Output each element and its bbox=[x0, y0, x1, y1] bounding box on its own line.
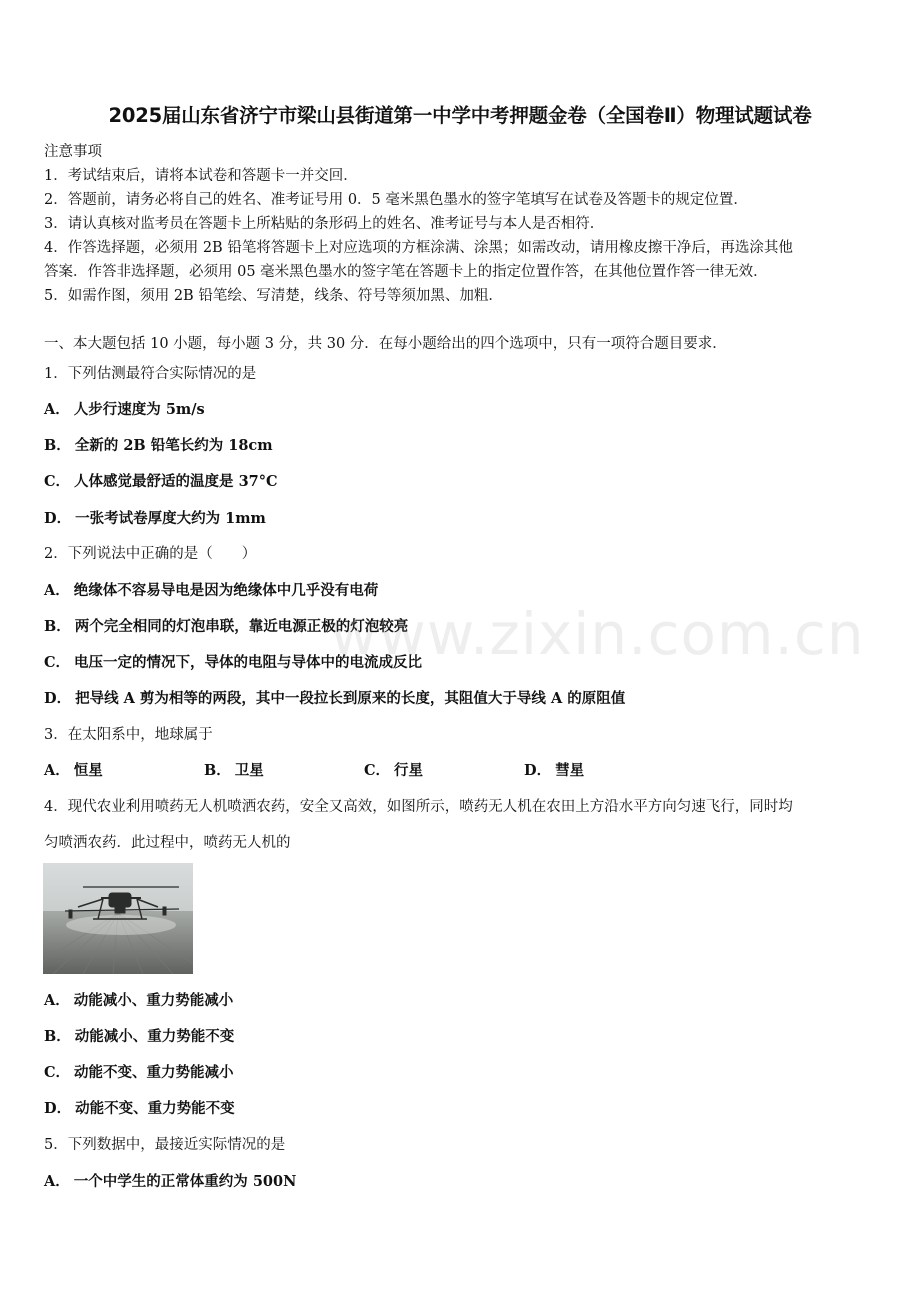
notice-item: 2．答题前，请务必将自己的姓名、准考证号用 0．5 毫米黑色墨水的签字笔填写在试卷及答题卡的规定位置． bbox=[44, 192, 748, 208]
notice-item: 5．如需作图，须用 2B 铅笔绘、写清楚，线条、符号等须加黑、加粗． bbox=[44, 288, 503, 304]
page-title: 2025届山东省济宁市梁山县街道第一中学中考押题金卷（全国卷Ⅱ）物理试题试卷 bbox=[108, 104, 812, 127]
option-a: A． 恒星 bbox=[44, 762, 103, 779]
notice-heading: 注意事项 bbox=[44, 144, 102, 160]
question-stem: 4．现代农业利用喷药无人机喷洒农药，安全又高效，如图所示，喷药无人机在农田上方沿水平方向匀速飞行，同时均 bbox=[44, 799, 793, 815]
question-stem: 3．在太阳系中，地球属于 bbox=[44, 727, 213, 743]
option-c: C． 人体感觉最舒适的温度是 37°C bbox=[44, 473, 278, 490]
option-d: D． 一张考试卷厚度大约为 1mm bbox=[44, 510, 266, 527]
option-b: B． 两个完全相同的灯泡串联，靠近电源正极的灯泡较亮 bbox=[44, 618, 409, 635]
option-d: D． 把导线 A 剪为相等的两段，其中一段拉长到原来的长度，其阻值大于导线 A 的原阻值 bbox=[44, 690, 626, 707]
option-a: A． 一个中学生的正常体重约为 500N bbox=[44, 1173, 297, 1190]
notice-item: 1．考试结束后，请将本试卷和答题卡一并交回． bbox=[44, 168, 358, 184]
option-b: B． 动能减小、重力势能不变 bbox=[44, 1028, 235, 1045]
option-a: A． 动能减小、重力势能减小 bbox=[44, 992, 234, 1009]
drone-photo-graphic bbox=[43, 863, 193, 974]
question-stem: 1．下列估测最符合实际情况的是 bbox=[44, 366, 257, 382]
drone-photo bbox=[43, 863, 193, 974]
watermark: www.zixin.com.cn bbox=[330, 600, 865, 668]
question-stem: 5．下列数据中，最接近实际情况的是 bbox=[44, 1137, 286, 1153]
notice-item: 4．作答选择题，必须用 2B 铅笔将答题卡上对应选项的方框涂满、涂黑；如需改动，请用橡皮擦干净后，再选涂其他 bbox=[44, 240, 793, 256]
question-stem-continued: 匀喷洒农药．此过程中，喷药无人机的 bbox=[44, 835, 291, 851]
option-b: B． 卫星 bbox=[204, 762, 264, 779]
option-b: B． 全新的 2B 铅笔长约为 18cm bbox=[44, 437, 273, 454]
option-a: A． 人步行速度为 5m/s bbox=[44, 401, 205, 418]
notice-item: 3．请认真核对监考员在答题卡上所粘贴的条形码上的姓名、准考证号与本人是否相符． bbox=[44, 216, 605, 232]
option-c: C． 动能不变、重力势能减小 bbox=[44, 1064, 234, 1081]
question-stem: 2．下列说法中正确的是（ ） bbox=[44, 546, 257, 562]
option-d: D． 动能不变、重力势能不变 bbox=[44, 1100, 235, 1117]
option-a: A． 绝缘体不容易导电是因为绝缘体中几乎没有电荷 bbox=[44, 582, 379, 599]
option-c: C． 行星 bbox=[364, 762, 424, 779]
notice-item: 答案．作答非选择题，必须用 05 毫米黑色墨水的签字笔在答题卡上的指定位置作答，在其他位置作答一律无效． bbox=[44, 264, 768, 280]
option-d: D． 彗星 bbox=[524, 762, 585, 779]
section-heading: 一、本大题包括 10 小题，每小题 3 分，共 30 分．在每小题给出的四个选项中，只有一项符合题目要求． bbox=[44, 336, 727, 352]
option-c: C． 电压一定的情况下，导体的电阻与导体中的电流成反比 bbox=[44, 654, 423, 671]
